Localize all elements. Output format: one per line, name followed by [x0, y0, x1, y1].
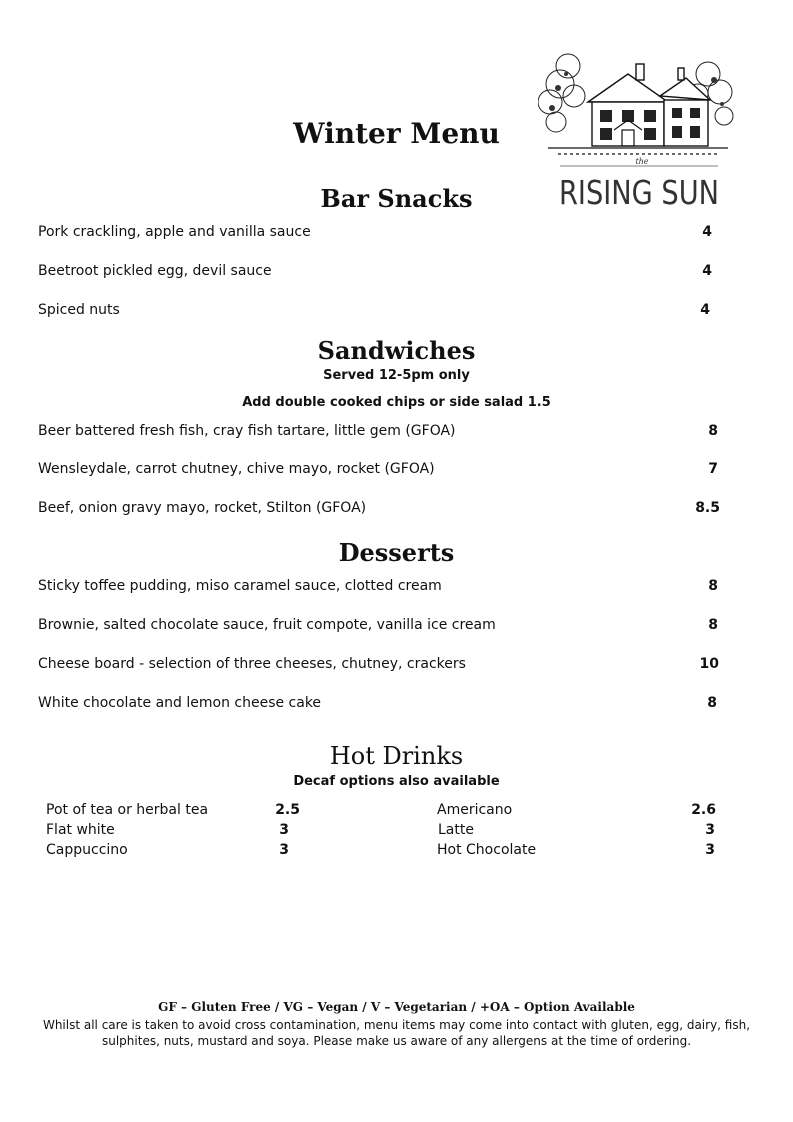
drink-name: Flat white — [46, 822, 115, 838]
drink-name: Americano — [437, 802, 513, 818]
menu-item-name: Beef, onion gravy mayo, rocket, Stilton (GFOA) — [38, 500, 367, 516]
menu-item-price: 4 — [702, 263, 712, 279]
menu-item-price: 4 — [702, 224, 712, 240]
menu-item-price: 7 — [708, 461, 718, 477]
logo-name: RISING SUN — [559, 173, 719, 212]
menu-item-name: White chocolate and lemon cheese cake — [38, 695, 322, 711]
menu-item-name: Beetroot pickled egg, devil sauce — [38, 263, 272, 279]
menu-item-name: Pork crackling, apple and vanilla sauce — [38, 224, 311, 240]
drink-price: 3 — [705, 842, 715, 858]
drink-name: Hot Chocolate — [437, 842, 537, 858]
drink-name: Cappuccino — [46, 842, 128, 858]
sandwiches-time-note: Served 12-5pm only — [323, 368, 470, 383]
drink-price: 3 — [279, 842, 289, 858]
dietary-legend: GF – Gluten Free / VG – Vegan / V – Vegetarian / +OA – Option Available — [158, 1000, 635, 1014]
section-heading-sandwiches: Sandwiches — [317, 336, 476, 365]
drink-price: 2.6 — [691, 802, 716, 818]
menu-item-price: 10 — [699, 656, 719, 672]
section-heading-bar-snacks: Bar Snacks — [320, 184, 473, 213]
drink-name: Pot of tea or herbal tea — [46, 802, 209, 818]
menu-item-name: Wensleydale, carrot chutney, chive mayo, rocket (GFOA) — [38, 461, 435, 477]
menu-item-price: 8 — [708, 617, 718, 633]
drink-price: 2.5 — [275, 802, 300, 818]
drink-price: 3 — [705, 822, 715, 838]
menu-item-name: Brownie, salted chocolate sauce, fruit compote, vanilla ice cream — [38, 617, 496, 633]
allergen-disclaimer: Whilst all care is taken to avoid cross contamination, menu items may come into contact with gluten, egg, dairy, fish, sulphites, nuts, mustard and soya. Please make us aware of any allergens at the time of ordering. — [42, 1018, 751, 1048]
section-heading-desserts: Desserts — [338, 538, 455, 567]
logo-small-text: the — [635, 157, 649, 166]
section-heading-hot-drinks: Hot Drinks — [329, 742, 464, 770]
menu-item-name: Spiced nuts — [38, 302, 120, 318]
sandwiches-side-note: Add double cooked chips or side salad 1.5 — [242, 395, 551, 410]
menu-item-name: Cheese board - selection of three cheeses, chutney, crackers — [38, 656, 466, 672]
menu-item-price: 8.5 — [695, 500, 720, 516]
menu-item-price: 8 — [707, 695, 717, 711]
drink-name: Latte — [438, 822, 474, 838]
menu-item-price: 4 — [700, 302, 710, 318]
menu-item-price: 8 — [708, 423, 718, 439]
drink-price: 3 — [279, 822, 289, 838]
hot-drinks-note: Decaf options also available — [293, 774, 500, 789]
menu-item-price: 8 — [708, 578, 718, 594]
menu-item-name: Beer battered fresh fish, cray fish tartare, little gem (GFOA) — [38, 423, 456, 439]
menu-item-name: Sticky toffee pudding, miso caramel sauce, clotted cream — [38, 578, 442, 594]
page-title: Winter Menu — [293, 117, 500, 150]
